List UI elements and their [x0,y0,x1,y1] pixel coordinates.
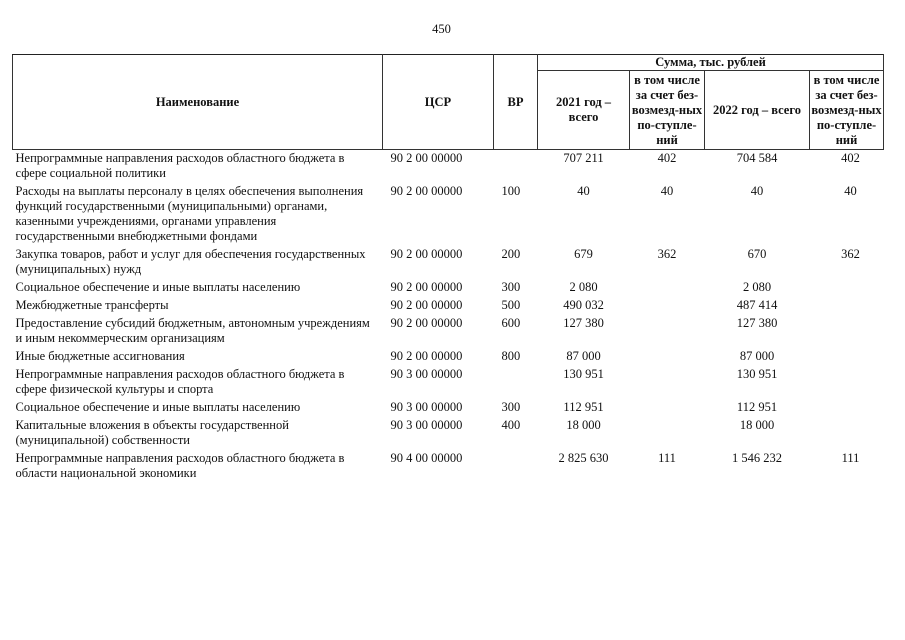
row-csr: 90 2 00 00000 [390,247,463,261]
page-number: 450 [432,22,451,36]
row-2022-gratuitous: 40 [844,184,857,198]
table-row [13,246,884,279]
table-header [13,55,884,150]
row-2021-gratuitous: 40 [660,184,674,198]
row-2021-total: 130 951 [563,367,604,381]
table-body [13,150,884,484]
table-row [13,348,884,366]
row-2021-total: 490 032 [563,298,604,312]
row-vr: 300 [501,400,521,414]
table-row [13,279,884,297]
row-2022-total: 704 584 [736,151,778,165]
row-2021-total: 40 [577,184,590,198]
row-name: Непрограммные направления расходов областного бюджета в сфере социальной политики [15,151,345,180]
row-2021-total: 18 000 [566,418,601,432]
row-vr: 200 [501,247,521,261]
table-row [13,450,884,483]
row-name: Закупка товаров, работ и услуг для обеспечения государственных (муниципальных) нужд [15,247,366,276]
header-name: Наименование [13,55,383,150]
row-name: Социальное обеспечение и иные выплаты населению [15,400,301,414]
table-row [13,150,884,184]
budget-table [12,54,884,483]
row-name: Предоставление субсидий бюджетным, автономным учреждениям и иным некоммерческим организациям [15,316,370,345]
row-2021-gratuitous [630,366,705,399]
row-csr: 90 2 00 00000 [390,280,463,294]
row-vr [494,150,538,184]
table-row [13,315,884,348]
row-vr [494,366,538,399]
row-name: Межбюджетные трансферты [15,298,169,312]
row-2021-gratuitous [630,417,705,450]
row-csr: 90 3 00 00000 [390,367,463,381]
header-2022-gratuitous: в том числе за счет без-возмезд-ных по-ступле-ний [810,71,884,150]
row-2021-gratuitous: 402 [657,151,677,165]
row-2021-total: 2 080 [569,280,598,294]
row-csr: 90 2 00 00000 [390,316,463,330]
row-vr: 300 [501,280,521,294]
row-2022-gratuitous [810,297,884,315]
row-2022-total: 487 414 [736,298,778,312]
row-csr: 90 3 00 00000 [390,400,463,414]
row-2022-gratuitous: 402 [841,151,860,165]
row-2022-gratuitous: 111 [841,451,860,465]
row-2022-total: 87 000 [739,349,775,363]
row-2022-gratuitous [810,366,884,399]
header-sum-group: Сумма, тыс. рублей [538,55,884,71]
table-row [13,399,884,417]
table-row [13,183,884,246]
row-2022-total: 18 000 [739,418,775,432]
table-row [13,297,884,315]
row-2022-gratuitous [810,279,884,297]
row-2021-gratuitous [630,348,705,366]
row-2022-gratuitous [810,348,884,366]
row-2021-total: 707 211 [563,151,604,165]
row-2022-gratuitous [810,399,884,417]
row-name: Иные бюджетные ассигнования [15,349,185,363]
row-name: Социальное обеспечение и иные выплаты населению [15,280,301,294]
row-csr: 90 2 00 00000 [390,298,463,312]
header-vr: ВР [494,55,538,150]
row-2022-gratuitous [810,417,884,450]
row-2022-total: 112 951 [736,400,778,414]
row-csr: 90 2 00 00000 [390,151,463,165]
row-vr [494,450,538,483]
row-name: Непрограммные направления расходов областного бюджета в области национальной экономики [15,451,345,480]
header-2021-gratuitous: в том числе за счет без-возмезд-ных по-ступле-ний [630,71,705,150]
row-2021-total: 127 380 [563,316,604,330]
row-vr: 400 [501,418,521,432]
row-csr: 90 2 00 00000 [390,349,463,363]
row-2021-gratuitous: 362 [657,247,677,261]
row-2022-total: 127 380 [736,316,778,330]
row-2021-gratuitous: 111 [658,451,676,465]
header-2022-total: 2022 год – всего [705,71,810,150]
header-2021-total: 2021 год – всего [538,71,630,150]
row-2021-gratuitous [630,399,705,417]
row-vr: 800 [501,349,521,363]
row-2022-total: 1 546 232 [732,451,782,465]
row-2021-total: 112 951 [563,400,604,414]
table-row [13,366,884,399]
row-2021-gratuitous [630,297,705,315]
row-name: Непрограммные направления расходов областного бюджета в сфере физической культуры и спорта [15,367,345,396]
row-2021-total: 87 000 [566,349,601,363]
row-2021-gratuitous [630,315,705,348]
row-2021-gratuitous [630,279,705,297]
row-csr: 90 2 00 00000 [390,184,463,198]
row-2021-total: 2 825 630 [558,451,609,465]
row-2022-total: 2 080 [742,280,772,294]
row-csr: 90 3 00 00000 [390,418,463,432]
table-row [13,417,884,450]
row-2022-total: 670 [747,247,767,261]
row-vr: 500 [501,298,521,312]
row-2022-total: 130 951 [736,367,778,381]
row-2021-total: 679 [574,247,593,261]
row-2022-gratuitous: 362 [841,247,860,261]
row-csr: 90 4 00 00000 [390,451,463,465]
header-csr: ЦСР [383,55,494,150]
row-name: Капитальные вложения в объекты государственной (муниципальной) собственности [15,418,289,447]
row-2022-gratuitous [810,315,884,348]
row-name: Расходы на выплаты персоналу в целях обеспечения выполнения функций государственными (муниципальными) органами, казенными учреждениями, органами управления государственными внебюджетными фондами [15,184,364,243]
row-2022-total: 40 [750,184,764,198]
row-vr: 600 [501,316,521,330]
row-vr: 100 [501,184,521,198]
